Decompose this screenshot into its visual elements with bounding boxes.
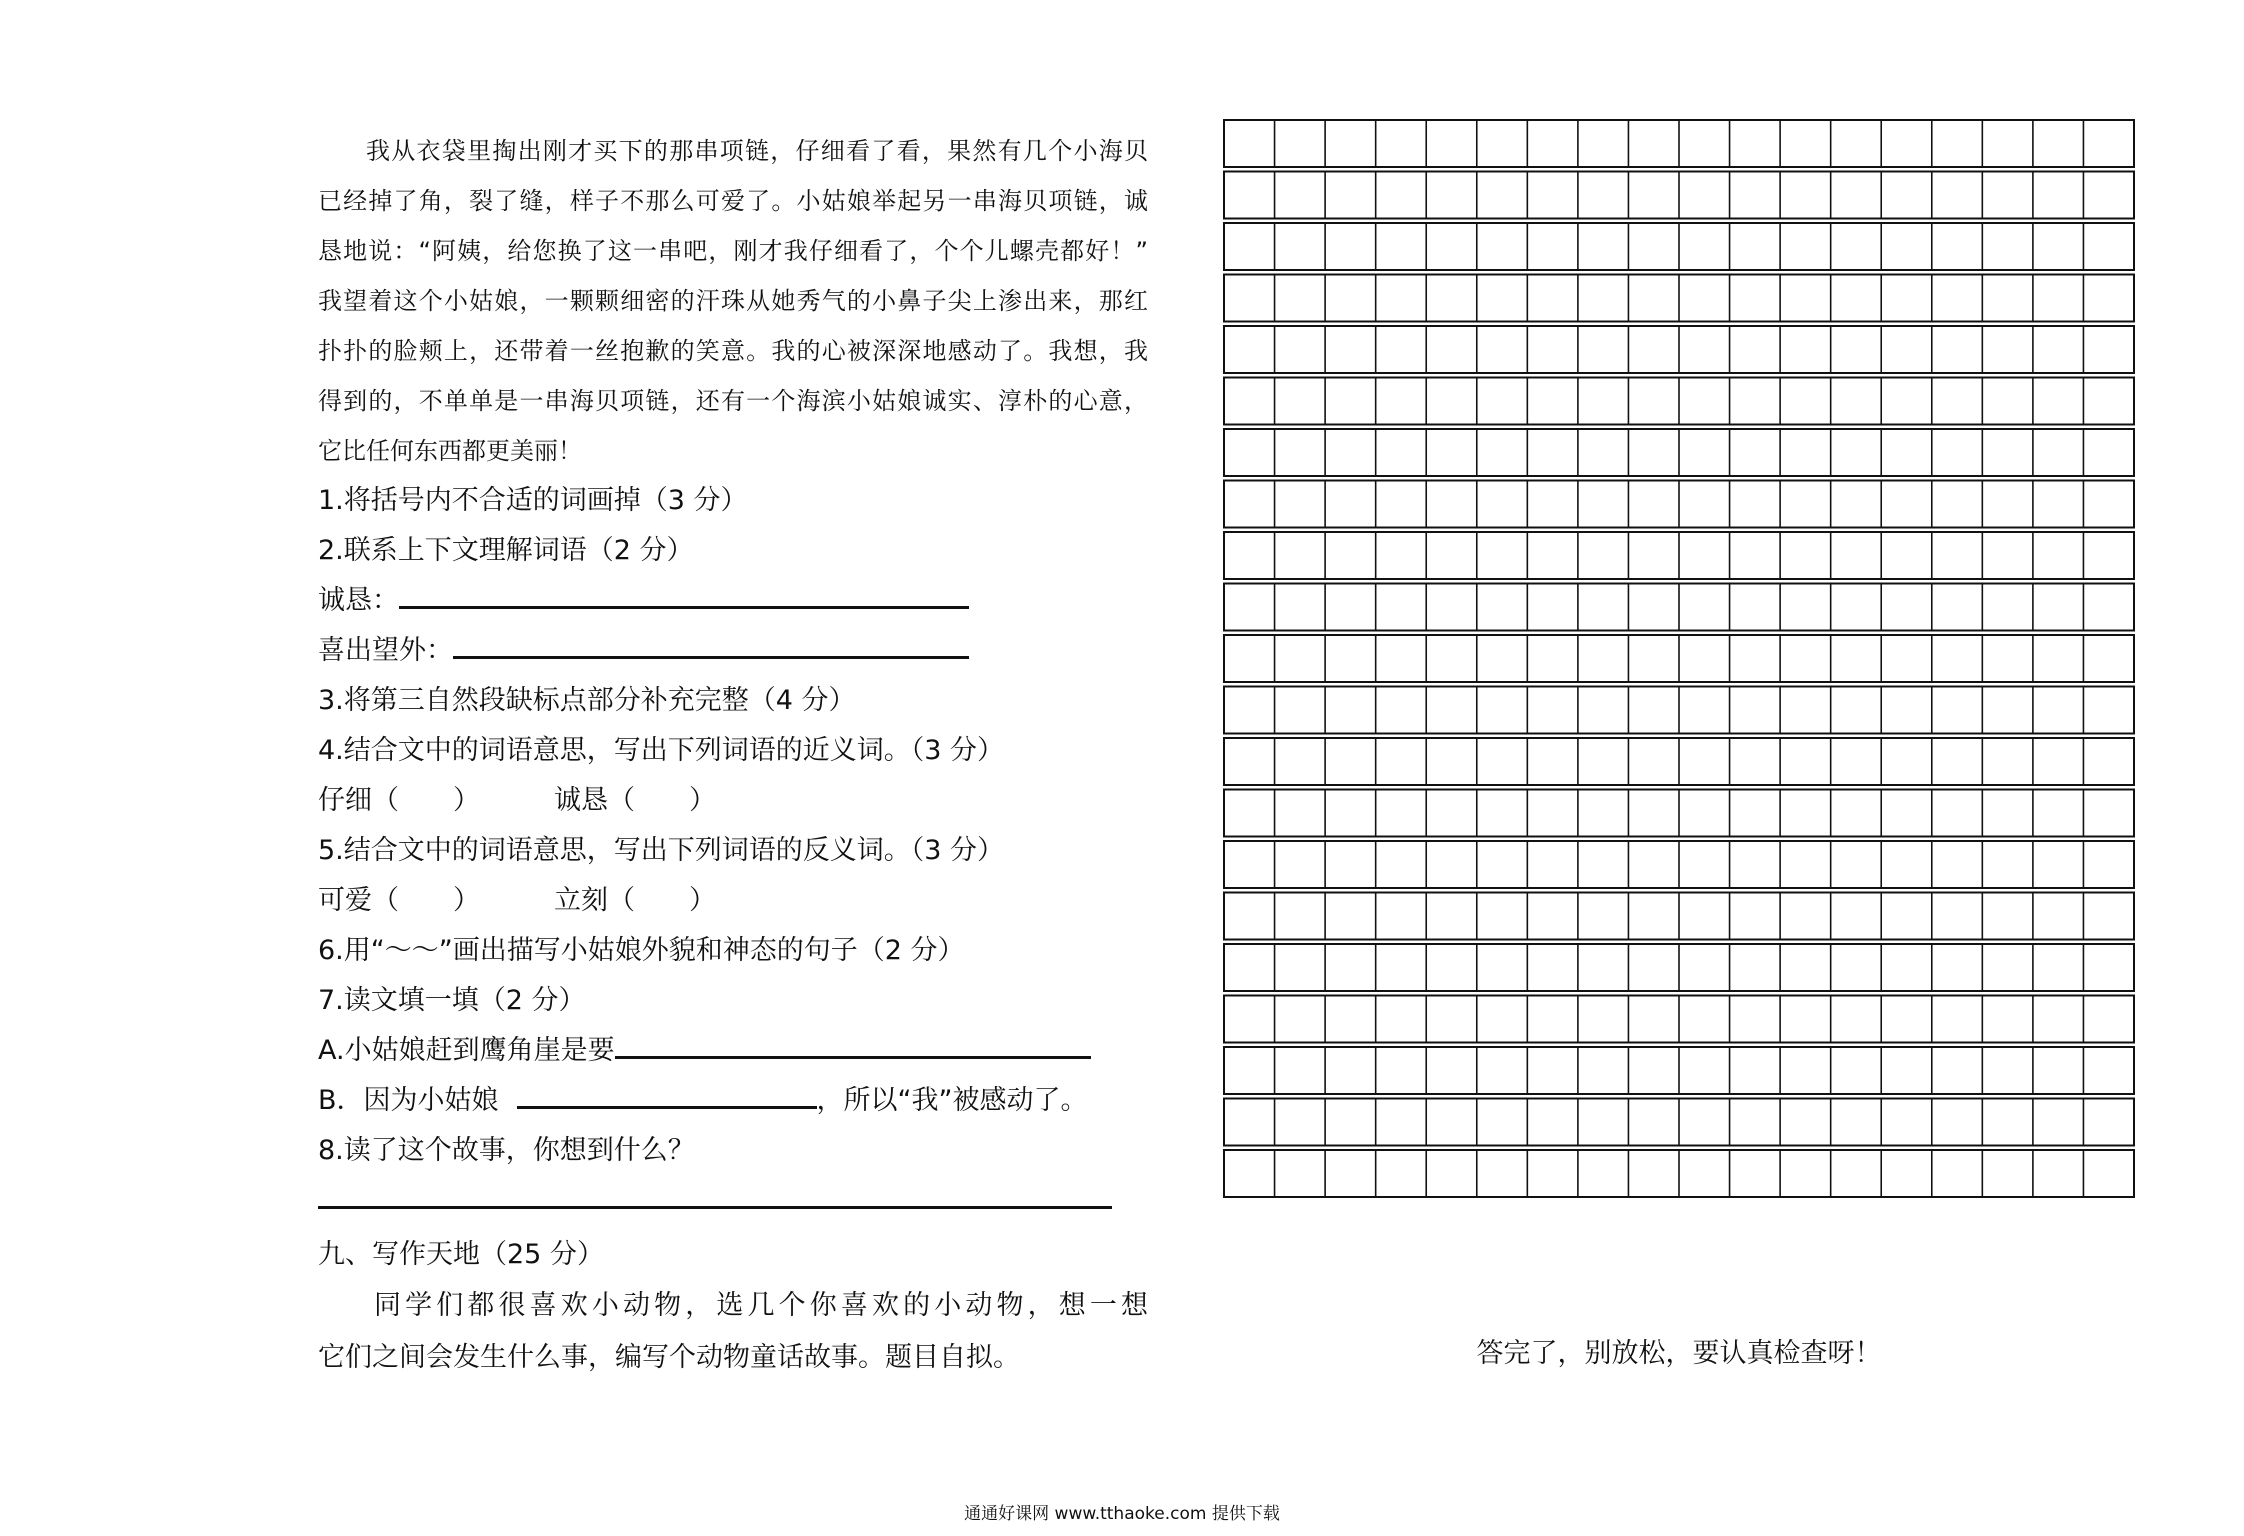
grid-row (1224, 1150, 2134, 1197)
answer-line[interactable] (399, 576, 969, 609)
grid-row (1224, 738, 2134, 785)
composition-grid-area (1222, 118, 2136, 1328)
question-5-words (318, 876, 1148, 926)
answer-line[interactable] (453, 626, 969, 659)
close-paren: ） (689, 785, 716, 816)
grid-row (1224, 841, 2134, 888)
composition-grid[interactable] (1222, 118, 2136, 1328)
source-credit: 通通好课网 www.tthaoke.com 提供下载 (964, 1504, 1280, 1524)
question-1: 1.将括号内不合适的词画掉（3 分） (318, 485, 748, 516)
word-label: 喜出望外： (318, 635, 453, 666)
close-paren: ） (453, 885, 480, 916)
grid-row (1224, 1047, 2134, 1094)
close-paren: ） (453, 785, 480, 816)
question-8-answer (318, 1176, 1148, 1226)
writing-prompt-line: 它们之间会发生什么事，编写个动物童话故事。题目自拟。 (318, 1342, 1020, 1373)
passage-line: 扑扑的脸颊上，还带着一丝抱歉的笑意。我的心被深深地感动了。我想，我 (318, 337, 1148, 365)
grid-row (1224, 687, 2134, 734)
question-6: 6.用“～～”画出描写小姑娘外貌和神态的句子（2 分） (318, 935, 965, 966)
answer-line[interactable] (318, 1178, 1112, 1209)
synonym-blank[interactable] (554, 776, 716, 826)
passage-line: 已经掉了角，裂了缝，样子不那么可爱了。小姑娘举起另一串海贝项链，诚 (318, 187, 1148, 215)
grid-row (1224, 790, 2134, 837)
grid-row (1224, 172, 2134, 219)
writing-title: 九、写作天地（25 分） (318, 1239, 604, 1270)
grid-row (1224, 378, 2134, 425)
question-2: 2.联系上下文理解词语（2 分） (318, 535, 694, 566)
question-3: 3.将第三自然段缺标点部分补充完整（4 分） (318, 685, 856, 716)
grid-row (1224, 1099, 2134, 1146)
grid-row (1224, 996, 2134, 1043)
grid-row (1224, 120, 2134, 167)
grid-row (1224, 223, 2134, 270)
passage-line: 我望着这个小姑娘，一颗颗细密的汗珠从她秀气的小鼻子尖上渗出来，那红 (318, 287, 1148, 315)
word-label: 可爱（ (318, 885, 399, 916)
prompt-text: B．因为小姑娘 (318, 1085, 499, 1116)
passage-line: 恳地说：“阿姨，给您换了这一串吧，刚才我仔细看了，个个儿螺壳都好！” (318, 237, 1148, 265)
grid-row (1224, 893, 2134, 940)
answer-line[interactable] (517, 1076, 817, 1109)
antonym-blank[interactable] (318, 876, 554, 926)
grid-row (1224, 275, 2134, 322)
prompt-text: A.小姑娘赶到鹰角崖是要 (318, 1035, 615, 1066)
passage-line: 它比任何东西都更美丽！ (318, 437, 582, 465)
question-7b (318, 1076, 1148, 1126)
close-paren: ） (689, 885, 716, 916)
grid-row (1224, 635, 2134, 682)
synonym-blank[interactable] (318, 776, 554, 826)
question-2b (318, 626, 1148, 676)
grid-row (1224, 429, 2134, 476)
question-2a (318, 576, 1148, 626)
question-5: 5.结合文中的词语意思，写出下列词语的反义词。（3 分） (318, 835, 1005, 866)
word-label: 仔细（ (318, 785, 399, 816)
question-4: 4.结合文中的词语意思，写出下列词语的近义词。（3 分） (318, 735, 1005, 766)
grid-row (1224, 944, 2134, 991)
grid-row (1224, 532, 2134, 579)
word-label: 诚恳（ (554, 785, 635, 816)
reminder-note: 答完了，别放松，要认真检查呀！ (1476, 1338, 1882, 1369)
antonym-blank[interactable] (554, 876, 716, 926)
passage-line: 得到的，不单单是一串海贝项链，还有一个海滨小姑娘诚实、淳朴的心意， (318, 387, 1148, 415)
writing-prompt-line: 同学们都很喜欢小动物，选几个你喜欢的小动物，想一想 (374, 1290, 1148, 1321)
reading-passage (318, 126, 1148, 476)
question-4-words (318, 776, 1148, 826)
grid-row (1224, 326, 2134, 373)
question-7a (318, 1026, 1148, 1076)
grid-row (1224, 584, 2134, 631)
question-8: 8.读了这个故事，你想到什么？ (318, 1135, 695, 1166)
word-label: 立刻（ (554, 885, 635, 916)
word-label: 诚恳： (318, 585, 399, 616)
question-7: 7.读文填一填（2 分） (318, 985, 586, 1016)
question-column (318, 126, 1148, 1384)
prompt-text: ，所以“我”被感动了。 (816, 1085, 1088, 1116)
passage-line: 我从衣袋里掏出刚才买下的那串项链，仔细看了看，果然有几个小海贝 (366, 137, 1148, 165)
answer-line[interactable] (615, 1026, 1091, 1059)
grid-row (1224, 481, 2134, 528)
